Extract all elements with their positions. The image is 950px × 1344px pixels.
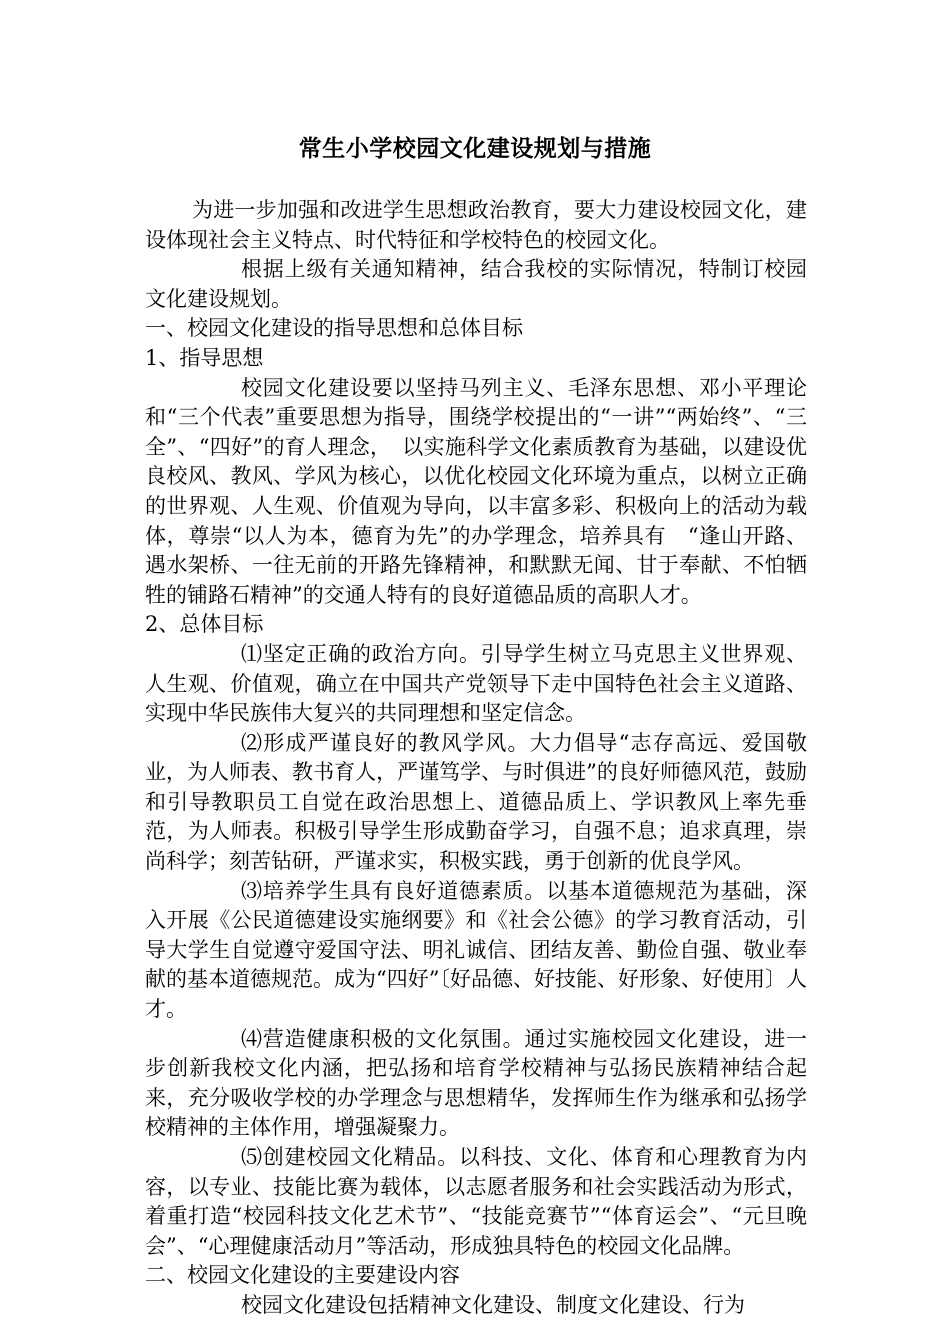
paragraph-goal-5: ⑸创建校园文化精品。以科技、文化、体育和心理教育为内容，以专业、技能比赛为载体，以志愿者服务和社会实践活动为形式，着重打造“校园科技文化艺术节”、“技能竞赛节”“体育运会”、“元旦晚会”、“心理健康活动月”等活动，形成独具特色的校园文化品牌。 (145, 1145, 807, 1258)
section-heading-2: 二、校园文化建设的主要建设内容 (145, 1263, 460, 1288)
paragraph-main-content: 校园文化建设包括精神文化建设、制度文化建设、行为 (241, 1292, 745, 1317)
paragraph-goal-3: ⑶培养学生具有良好道德素质。以基本道德规范为基础，深入开展《公民道德建设实施纲要》和《社会公德》的学习教育活动，引导大学生自觉遵守爱国守法、明礼诚信、团结友善、勤俭自强、敬业奉献的基本道德规范。成为“四好”〔好品德、好技能、好形象、好使用〕人才。 (145, 878, 807, 1022)
paragraph-goal-1: ⑴坚定正确的政治方向。引导学生树立马克思主义世界观、人生观、价值观，确立在中国共产党领导下走中国特色社会主义道路、实现中华民族伟大复兴的共同理想和坚定信念。 (145, 641, 807, 726)
paragraph-goal-4: ⑷营造健康积极的文化氛围。通过实施校园文化建设，进一步创新我校文化内涵，把弘扬和培育学校精神与弘扬民族精神结合起来，充分吸收学校的办学理念与思想精华，发挥师生作为继承和弘扬学校精神的主体作用，增强凝聚力。 (145, 1026, 807, 1140)
paragraph-intro: 为进一步加强和改进学生思想政治教育，要大力建设校园文化，建设体现社会主义特点、时代特征和学校特色的校园文化。 (145, 198, 807, 252)
section-heading-1: 一、校园文化建设的指导思想和总体目标 (145, 316, 523, 341)
subsection-heading-overall-goals: 2、总体目标 (145, 612, 264, 637)
subsection-heading-guiding-thought: 1、指导思想 (145, 345, 264, 370)
paragraph-goal-2: ⑵形成严谨良好的教风学风。大力倡导“志存高远、爱国敬业，为人师表、教书育人，严谨笃学、与时俱进”的良好师德风范，鼓励和引导教职员工自觉在政治思想上、道德品质上、学识教风上率先垂范，为人师表。积极引导学生形成勤奋学习，自强不息；追求真理，崇尚科学；刻苦钻研，严谨求实，积极实践，勇于创新的优良学风。 (145, 730, 807, 874)
document-title: 常生小学校园文化建设规划与措施 (298, 135, 652, 162)
document-body (145, 196, 807, 1321)
paragraph-basis: 根据上级有关通知精神，结合我校的实际情况，特制订校园文化建设规划。 (145, 257, 807, 311)
paragraph-guiding-thought: 校园文化建设要以坚持马列主义、毛泽东思想、邓小平理论和“三个代表”重要思想为指导，围绕学校提出的“一讲”“两始终”、“三全”、“四好”的育人理念， 以实施科学文化素质教育为基础，以建设优良校风、教风、学风为核心，以优化校园文化环境为重点，以树立正确的世界观、人生观、价值观为导向，以丰富多彩、积极向上的活动为载体，尊崇“以人为本，德育为先”的办学理念，培养具有 “逢山开路、遇水架桥、一往无前的开路先锋精神，和默默无闻、甘于奉献、不怕牺牲的铺路石精神”的交通人特有的良好道德品质的高职人才。 (145, 375, 807, 607)
